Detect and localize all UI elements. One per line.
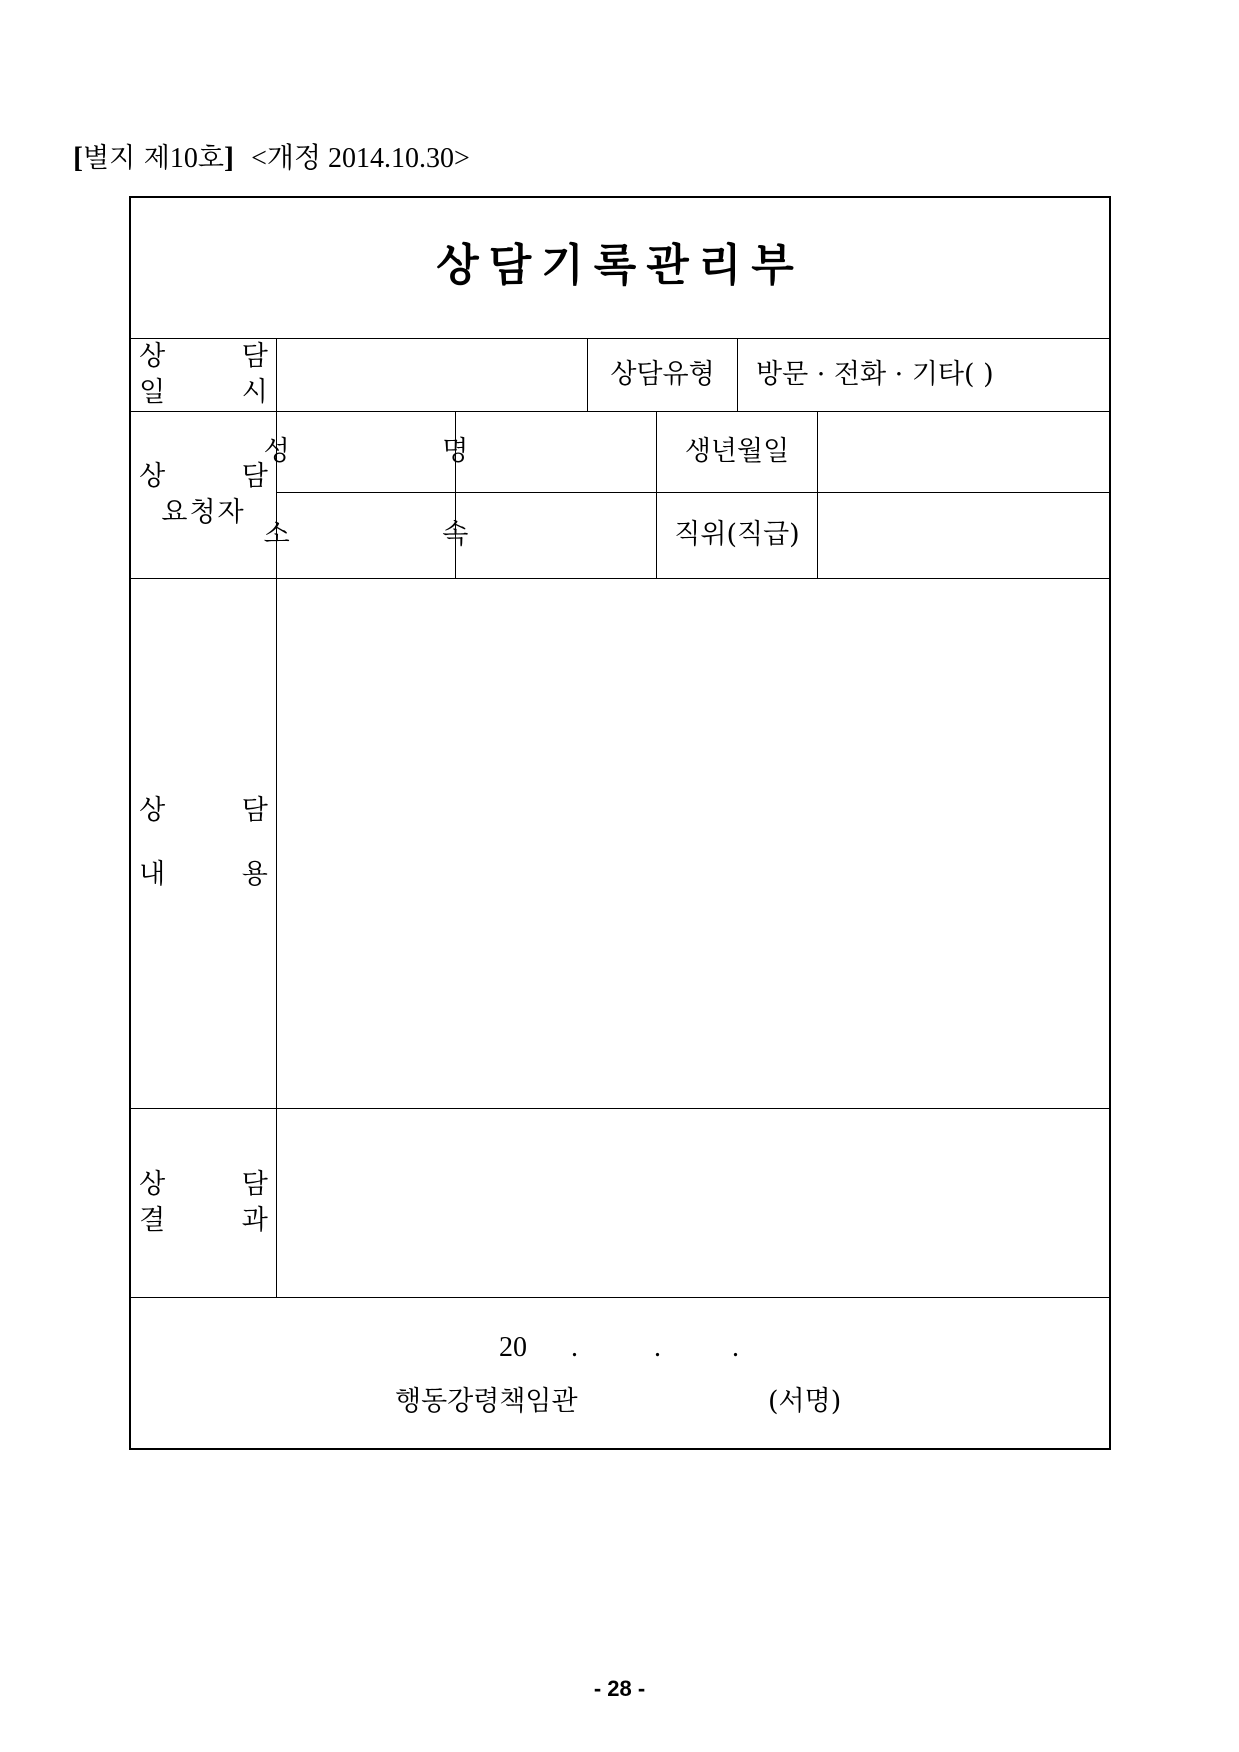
consult-content-field[interactable] — [277, 579, 1111, 1108]
date-dot: . — [654, 1332, 661, 1363]
label-line: 일 시 — [139, 376, 302, 408]
date-year-prefix: 20 — [499, 1332, 527, 1363]
name-field[interactable] — [456, 411, 656, 492]
affiliation-field[interactable] — [456, 492, 656, 578]
birthdate-field[interactable] — [818, 411, 1111, 492]
consult-type-label: 상담유형 — [610, 358, 715, 390]
label-line: 상 담 — [139, 340, 302, 372]
label-line: 요청자 — [161, 496, 246, 528]
consult-result-field[interactable] — [277, 1109, 1111, 1297]
header-bracket-open: [ — [73, 141, 83, 174]
label-line: 내 용 — [139, 859, 302, 890]
label-line: 상 담 — [139, 795, 302, 826]
affiliation-label-text: 소 속 — [263, 519, 541, 550]
consultation-record-form — [129, 196, 1111, 1450]
header-bracket-close: ] — [223, 141, 234, 174]
divider — [131, 1297, 1111, 1298]
name-label-text: 성 명 — [263, 435, 541, 467]
consult-type-options[interactable]: 방문 · 전화 · 기타( ) — [756, 358, 994, 390]
label-line: 상 담 — [139, 1168, 302, 1200]
consult-datetime-field[interactable] — [277, 338, 587, 411]
revision-note: <개정 2014.10.30> — [251, 143, 470, 174]
position-field[interactable] — [818, 492, 1111, 578]
label-line: 결 과 — [139, 1204, 302, 1236]
page-number: - 28 - — [593, 1676, 646, 1701]
officer-label: 행동강령책임관 — [395, 1386, 578, 1417]
form-title: 상담기록관리부 — [436, 240, 804, 291]
birthdate-label: 생년월일 — [684, 435, 790, 467]
label-line: 상 담 — [139, 460, 302, 492]
position-label: 직위(직급) — [674, 519, 800, 550]
header-label: 별지 제 — [83, 143, 170, 174]
header-number: 10 — [169, 143, 198, 174]
consult-datetime-label — [131, 338, 302, 411]
date-dot: . — [732, 1332, 739, 1363]
date-dot: . — [571, 1332, 578, 1363]
consult-content-label — [131, 578, 302, 1108]
name-label — [263, 411, 541, 492]
signature-label: (서명) — [768, 1386, 842, 1417]
consult-result-label — [131, 1108, 302, 1297]
header-label-end: 호 — [197, 143, 224, 174]
form-annex-header — [73, 140, 470, 177]
affiliation-label — [263, 492, 541, 578]
